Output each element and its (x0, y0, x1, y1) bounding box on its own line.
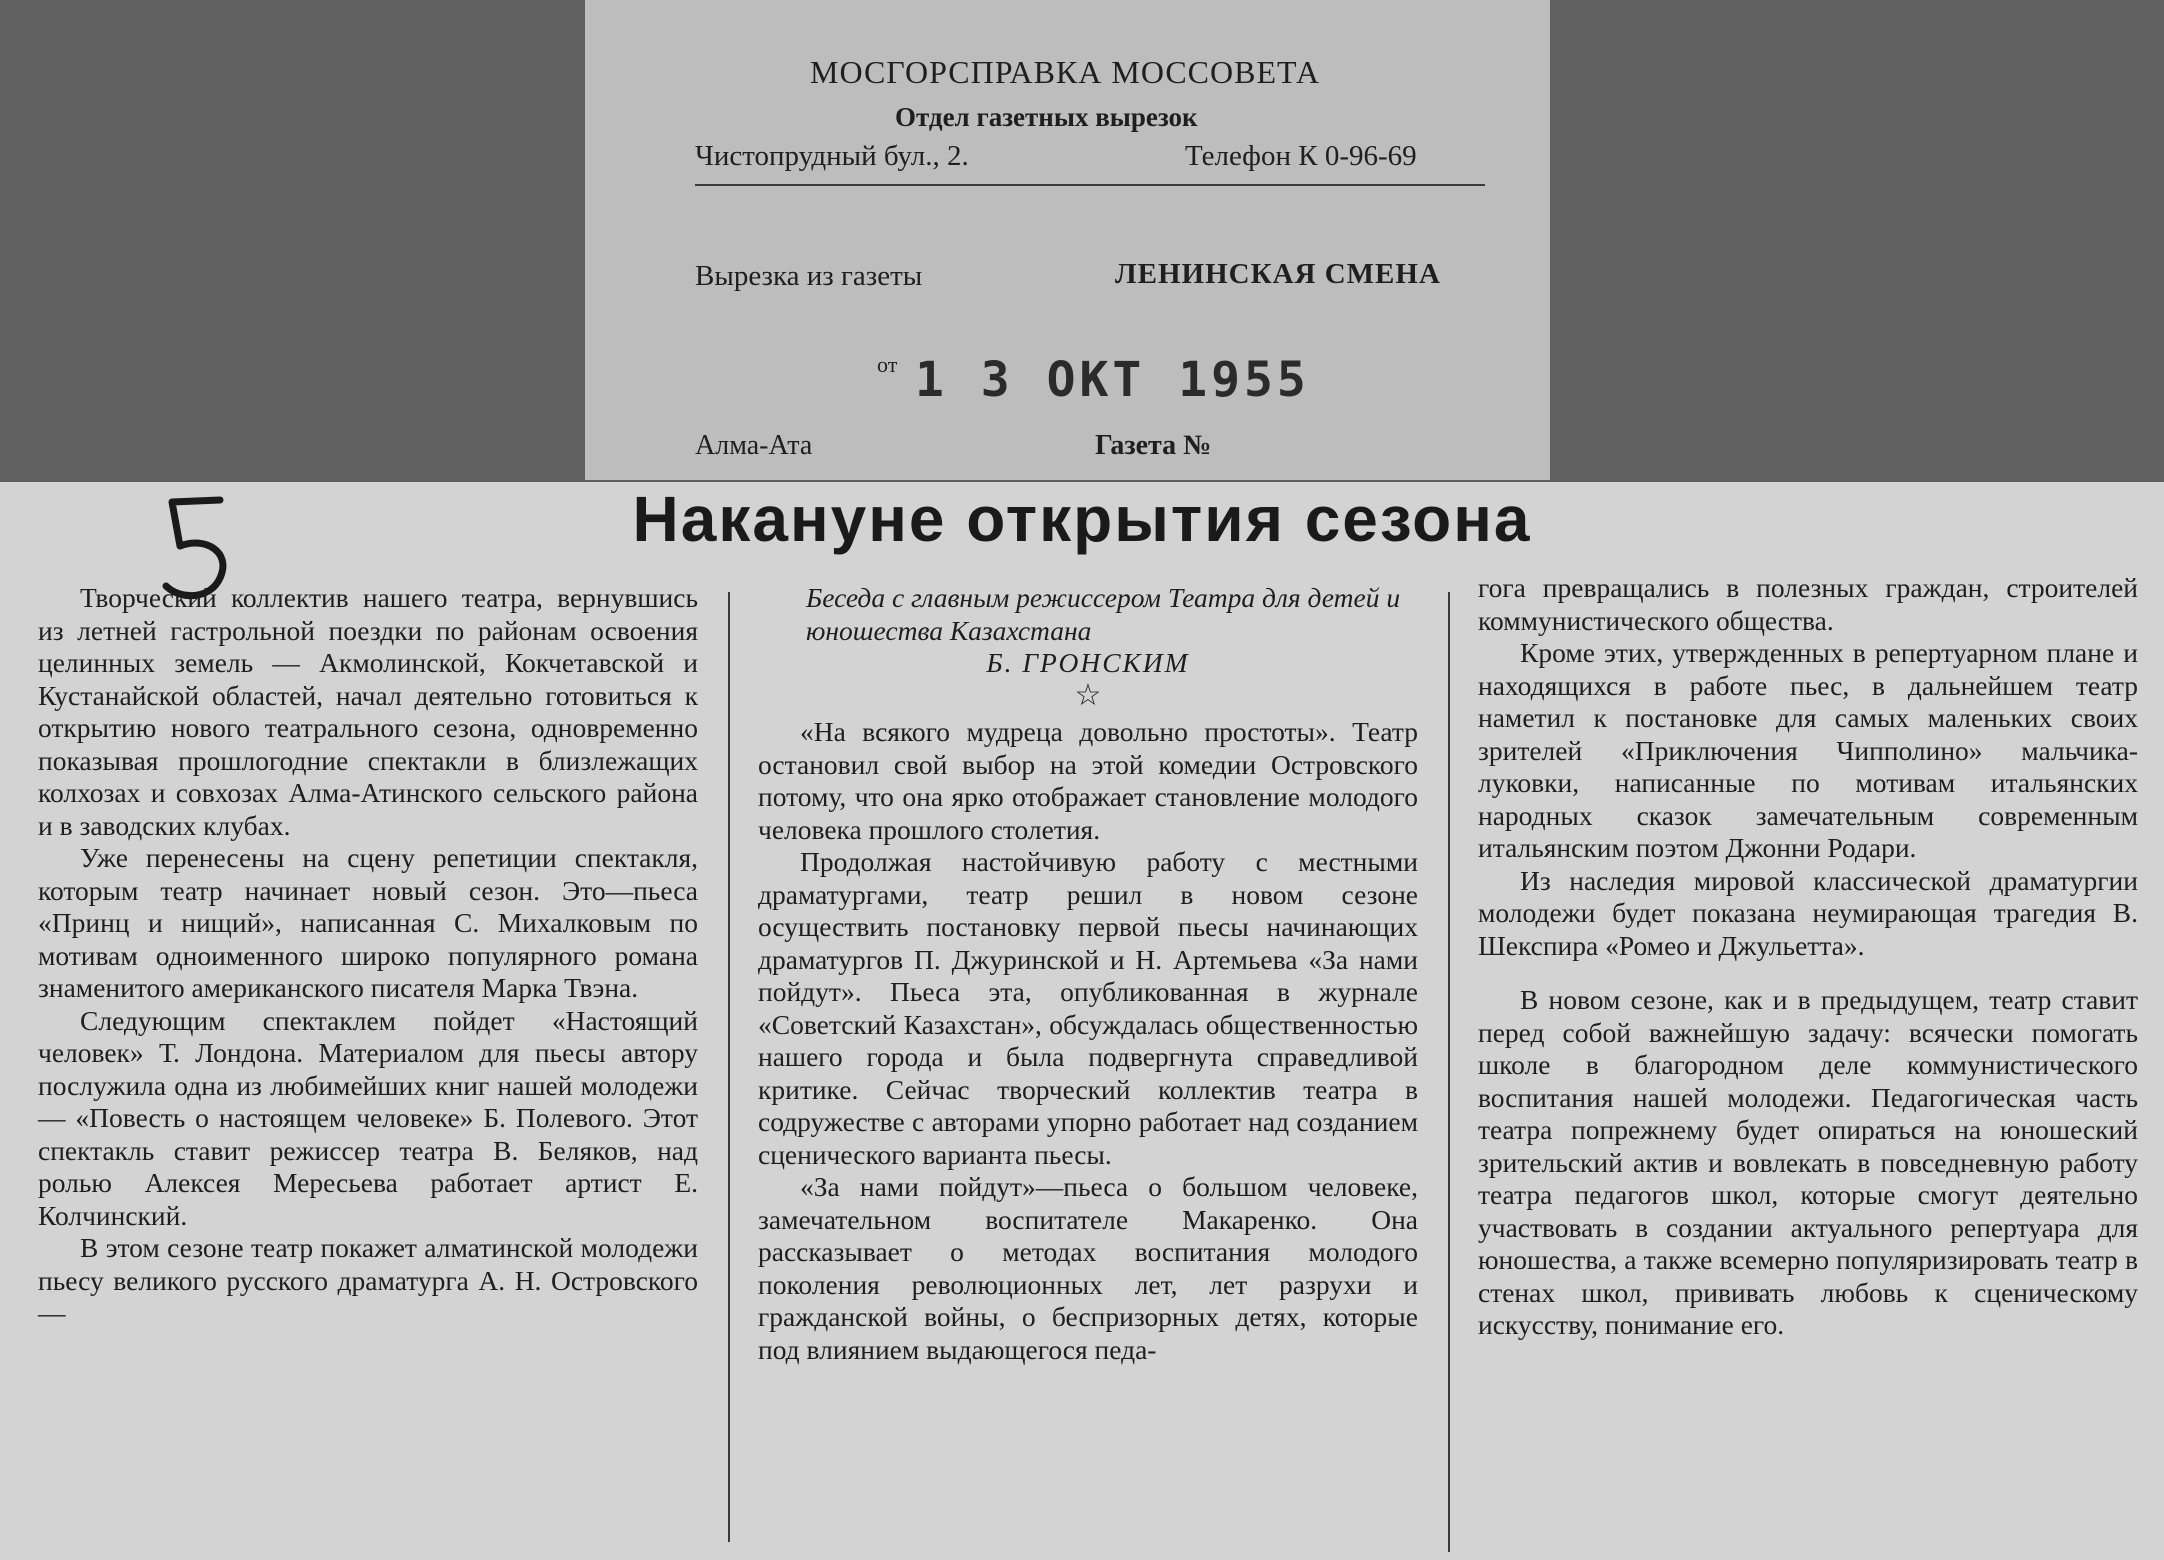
column-divider (1448, 592, 1450, 1552)
paragraph: Уже перенесены на сцену репетиции спектакля, которым театр начинает новый сезон. Это—пьеса «Принц и нищий», написанная С. Михалковым по мотивам одноименного широко популярного романа знаменитого американского писателя Марка Твэна. (38, 842, 698, 1003)
address: Чистопрудный бул., 2. (695, 140, 969, 172)
phone-number: Телефон К 0-96-69 (1185, 140, 1417, 172)
article-subtitle: Беседа с главным режиссером Театра для детей и юношества Казахстана (806, 582, 1401, 646)
city-name: Алма-Ата (695, 430, 813, 461)
cut-from-label: Вырезка из газеты (695, 260, 923, 292)
paragraph: Творческий коллектив нашего театра, вернувшись из летней гастрольной поездки по районам освоения целинных земель — Акмолинской, Кокчетавской и Кустанайской областей, начал деятельно готовиться к открытию нового театрального сезона, одновременно показывая прошлогодние спектакли в близлежащих колхозах и совхозах Алма-Атинского сельского района и в заводских клубах. (38, 582, 698, 841)
article-column-2 (758, 582, 1418, 1366)
paragraph: Кроме этих, утвержденных в репертуарном плане и находящихся в работе пьес, в дальнейшем театр наметил к постановке для самых маленьких своих зрителей «Приключения Чипполино» мальчика-луковки, написанные по мотивам итальянских народных сказок замечательным современным итальянским поэтом Джонни Родари. (1478, 637, 2138, 863)
paragraph: Следующим спектаклем пойдет «Настоящий человек» Т. Лондона. Материалом для пьесы автору послужила одна из любимейших книг нашей молодежи — «Повесть о настоящем человеке» Б. Полевого. Этот спектакль ставит режиссер театра В. Беляков, над ролью Алексея Мересьева работает артист Е. Колчинский. (38, 1004, 698, 1231)
paragraph: «На всякого мудреца довольно простоты». Театр остановил свой выбор на этой комедии Островского потому, что она ярко отображает становление молодого человека прошлого столетия. (758, 716, 1418, 845)
column-divider (728, 592, 730, 1542)
article-headline: Накануне открытия сезона (632, 483, 1532, 555)
paragraph-gap (1478, 962, 2138, 984)
organization-name: МОСГОРСПРАВКА МОССОВЕТА (810, 54, 1321, 90)
date-prefix: от (877, 352, 898, 377)
paragraph: В новом сезоне, как и в предыдущем, театр ставит перед собой важнейшую задачу: всячески помогать школе в благородном деле коммунистического воспитания нашей молодежи. Педагогическая часть театра попрежнему будет опираться на юношеский зрительский актив и вовлекать в повседневную работу театра педагогов школ, которые смогут деятельно участвовать в создании актуального репертуара для юношества, а также всемерно популяризировать театр в стенах школ, прививать любовь к сценическому искусству, понимание его. (1478, 984, 2138, 1340)
paragraph: «За нами пойдут»—пьеса о большом человеке, замечательном воспитателе Макаренко. Она рассказывает о методах воспитания молодого поколения революционных лет, лет разрухи и гражданской войны, о беспризорных детях, которые под влиянием выдающегося педа- (758, 1171, 1418, 1365)
paragraph: Из наследия мировой классической драматургии молодежи будет показана неумирающая трагедия В. Шекспира «Ромео и Джульетта». (1478, 864, 2138, 961)
newspaper-name: ЛЕНИНСКАЯ СМЕНА (1115, 258, 1441, 290)
date-stamp: 1 3 ОКТ 1955 (915, 352, 1310, 408)
article-author: Б. ГРОНСКИМ (986, 647, 1190, 678)
paragraph: гога превращались в полезных граждан, строителей коммунистического общества. (1478, 572, 2138, 636)
paper-number-label: Газета № (1095, 430, 1212, 461)
newspaper-clipping (0, 482, 2164, 1560)
department-name: Отдел газетных вырезок (895, 102, 1198, 132)
divider (695, 184, 1485, 186)
article-column-3 (1478, 572, 2138, 1342)
paragraph: В этом сезоне театр покажет алматинской молодежи пьесу великого русского драматурга А. Н. Островского — (38, 1232, 698, 1328)
article-column-1 (38, 582, 698, 1330)
star-icon: ☆ (1074, 678, 1102, 712)
paragraph: Продолжая настойчивую работу с местными драматургами, театр решил в новом сезоне осуществить постановку первой пьесы начинающих драматургов П. Джуринской и Н. Артемьева «За нами пойдут». Пьеса эта, опубликованная в журнале «Советский Казахстан», обсуждалась общественностью нашего города и была подвергнута справедливой критике. Сейчас творческий коллектив театра в содружестве с авторами упорно работает над созданием сценического варианта пьесы. (758, 846, 1418, 1170)
clipping-service-label (585, 0, 1550, 480)
